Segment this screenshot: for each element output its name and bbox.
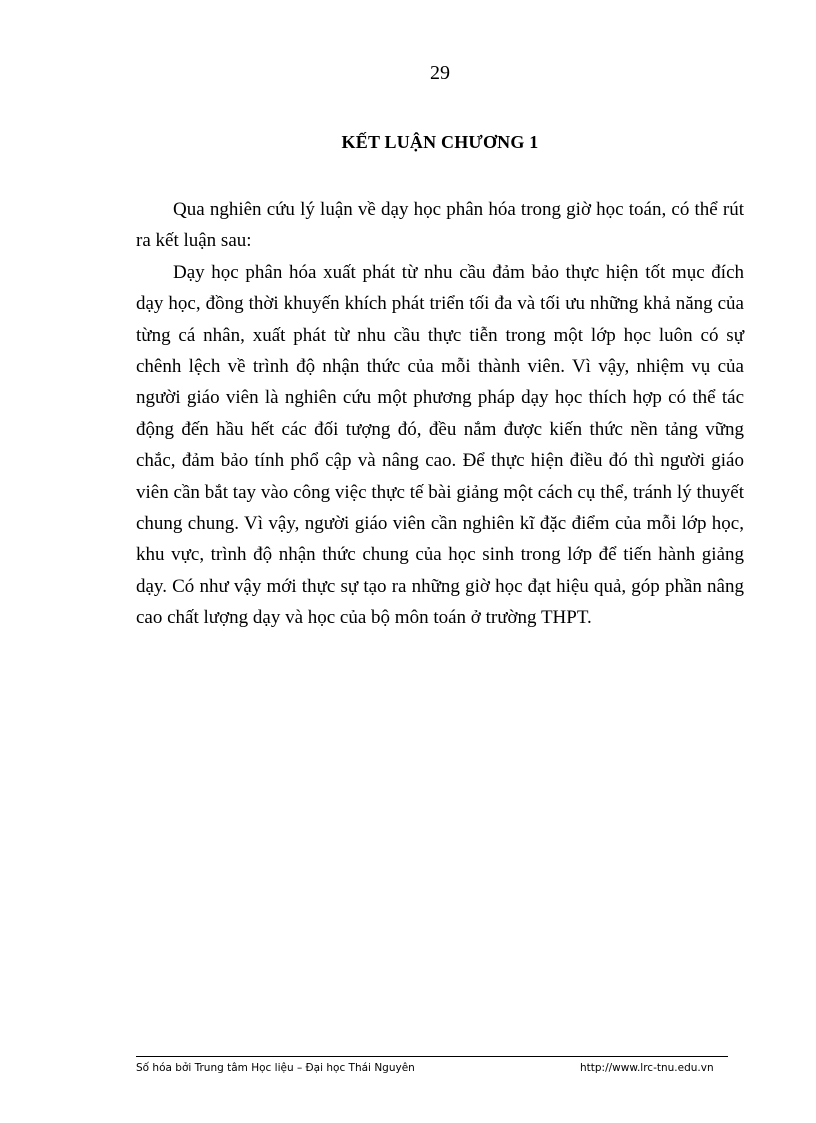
page-number: 29 — [430, 62, 450, 84]
footer-url-link[interactable]: http://www.lrc-tnu.edu.vn — [580, 1062, 714, 1074]
paragraph-intro: Qua nghiên cứu lý luận về dạy học phân hóa trong giờ học toán, có thể rút ra kết luận sau: — [136, 199, 744, 252]
footer-rule — [136, 1056, 728, 1057]
body-text — [136, 194, 744, 634]
paragraph-conclusion: Dạy học phân hóa xuất phát từ nhu cầu đảm bảo thực hiện tốt mục đích dạy học, đồng thời khuyến khích phát triển tối đa và tối ưu những khả năng của từng cá nhân, xuất phát từ nhu cầu thực tiễn trong một lớp học luôn có sự chênh lệch về trình độ nhận thức của mỗi thành viên. Vì vậy, nhiệm vụ của người giáo viên là nghiên cứu một phương pháp dạy học thích hợp có thể tác động đến hầu hết các đối tượng đó, đều nắm được kiến thức nền tảng vững chắc, đảm bảo tính phổ cập và nâng cao. Để thực hiện điều đó thì người giáo viên cần bắt tay vào công việc thực tế bài giảng một cách cụ thể, tránh lý thuyết chung chung. Vì vậy, người giáo viên cần nghiên kĩ đặc điểm của mỗi lớp học, khu vực, trình độ nhận thức chung của học sinh trong lớp để tiến hành giảng dạy. Có như vậy mới thực sự tạo ra những giờ học đạt hiệu quả, góp phần nâng cao chất lượng dạy và học của bộ môn toán ở trường THPT. — [136, 261, 744, 629]
chapter-title: KẾT LUẬN CHƯƠNG 1 — [341, 132, 539, 152]
footer-source-text: Số hóa bởi Trung tâm Học liệu – Đại học Thái Nguyên — [136, 1062, 415, 1074]
footer — [136, 1062, 756, 1082]
